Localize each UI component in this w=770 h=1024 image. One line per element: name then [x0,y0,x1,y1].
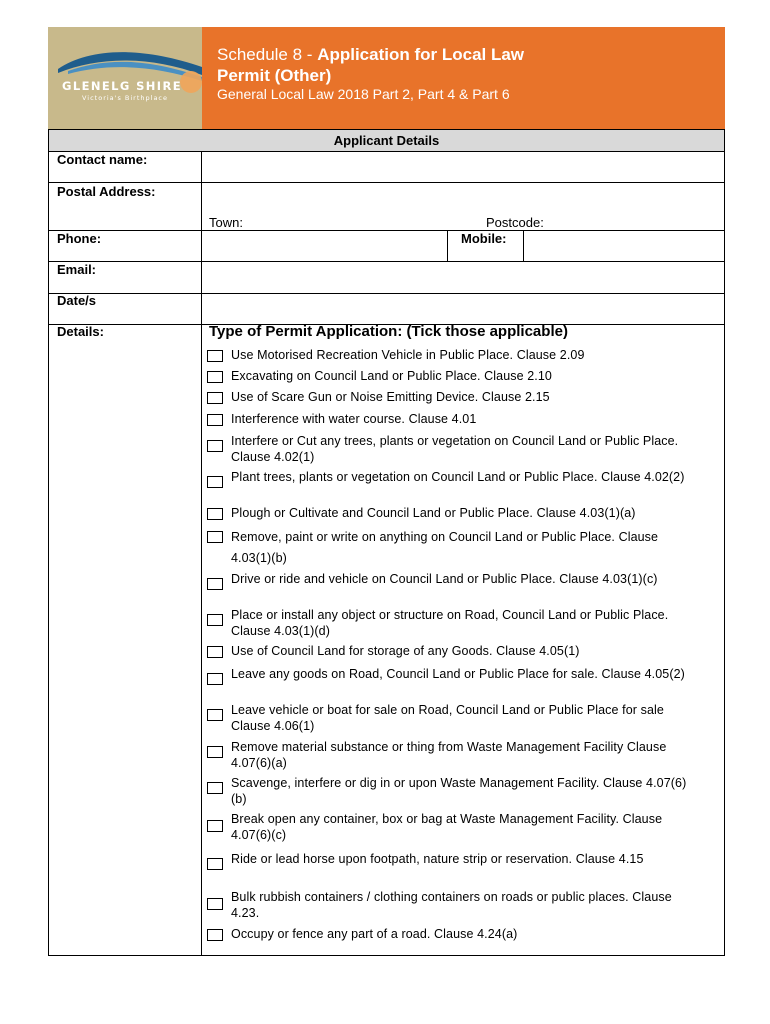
checkbox[interactable] [207,646,223,658]
checkbox[interactable] [207,673,223,685]
email-field[interactable] [202,262,724,293]
checkbox[interactable] [207,350,223,362]
permit-option-label: Scavenge, interfere or dig in or upon Waste Management Facility. Clause 4.07(6)(b) [231,776,687,806]
permit-option-label: Break open any container, box or bag at Waste Management Facility. Clause 4.07(6)(c) [231,812,663,842]
permit-option-label: Occupy or fence any part of a road. Clause 4.24(a) [231,927,518,941]
title-main-line-2: Permit (Other) [217,66,332,85]
contact-name-label: Contact name: [57,152,148,167]
title-prefix: Schedule 8 - [217,45,318,64]
shire-logo [48,27,202,129]
permit-option-label: Remove material substance or thing from Waste Management Facility Clause 4.07(6)(a) [231,740,667,770]
checkbox[interactable] [207,508,223,520]
checkbox[interactable] [207,440,223,452]
permit-option-label: Leave vehicle or boat for sale on Road, Council Land or Public Place for sale Clause 4.06(1) [231,703,664,733]
checkbox[interactable] [207,392,223,404]
permit-option-label: Use of Scare Gun or Noise Emitting Device. Clause 2.15 [231,390,550,404]
permit-option-label: Use Motorised Recreation Vehicle in Public Place. Clause 2.09 [231,348,585,362]
section-title: Applicant Details [333,133,440,148]
checkbox[interactable] [207,820,223,832]
postal-address-field[interactable] [202,183,724,230]
checkbox[interactable] [207,371,223,383]
permit-type-title: Type of Permit Application: (Tick those applicable) [209,323,568,340]
checkbox[interactable] [207,898,223,910]
mobile-label: Mobile: [461,231,507,246]
permit-option-label: Interference with water course. Clause 4.01 [231,412,477,426]
checkbox[interactable] [207,929,223,941]
checkbox[interactable] [207,858,223,870]
contact-name-field[interactable] [202,152,724,182]
checkbox[interactable] [207,782,223,794]
logo-name: GLENELG SHIRE [62,79,182,93]
permit-option-label: Leave any goods on Road, Council Land or Public Place for sale. Clause 4.05(2) [231,667,685,681]
permit-option-label: Place or install any object or structure on Road, Council Land or Public Place. Clause 4.03(1)(d) [231,608,669,638]
permit-option-label: Remove, paint or write on anything on Council Land or Public Place. Clause 4.03(1)(b) [231,530,659,565]
checkbox[interactable] [207,414,223,426]
checkbox[interactable] [207,746,223,758]
page-subtitle: General Local Law 2018 Part 2, Part 4 & Part 6 [217,86,510,102]
cell-divider [447,230,448,261]
permit-option-label: Drive or ride and vehicle on Council Land or Public Place. Clause 4.03(1)(c) [231,572,658,586]
town-label: Town: [209,215,243,230]
section-header [49,130,724,152]
mobile-field[interactable] [524,231,724,261]
checkbox[interactable] [207,709,223,721]
checkbox[interactable] [207,476,223,488]
header-banner [48,27,725,129]
permit-option-label: Bulk rubbish containers / clothing containers on roads or public places. Clause 4.23. [231,890,672,920]
phone-label: Phone: [57,231,102,246]
dates-label: Date/s [57,293,97,308]
logo-tagline: Victoria's Birthplace [82,94,169,102]
permit-option-label: Ride or lead horse upon footpath, nature strip or reservation. Clause 4.15 [231,852,644,866]
details-label: Details: [57,324,104,339]
checkbox[interactable] [207,531,223,543]
permit-option-label: Plough or Cultivate and Council Land or Public Place. Clause 4.03(1)(a) [231,506,636,520]
logo-wave-icon [48,27,202,129]
postal-address-label: Postal Address: [57,184,156,199]
permit-option-label: Use of Council Land for storage of any Goods. Clause 4.05(1) [231,644,580,658]
permit-option-label: Interfere or Cut any trees, plants or vegetation on Council Land or Public Place. Clause 4.02(1) [231,434,679,464]
dates-field[interactable] [202,294,724,324]
permit-option-label: Plant trees, plants or vegetation on Council Land or Public Place. Clause 4.02(2) [231,470,685,484]
phone-field[interactable] [202,231,447,261]
checkbox[interactable] [207,578,223,590]
postcode-label: Postcode: [486,215,544,230]
page-title [217,45,524,65]
applicant-form [48,129,725,956]
email-label: Email: [57,262,97,277]
permit-option-label: Excavating on Council Land or Public Place. Clause 2.10 [231,369,552,383]
checkbox[interactable] [207,614,223,626]
title-main: Application for Local Law [317,45,525,64]
